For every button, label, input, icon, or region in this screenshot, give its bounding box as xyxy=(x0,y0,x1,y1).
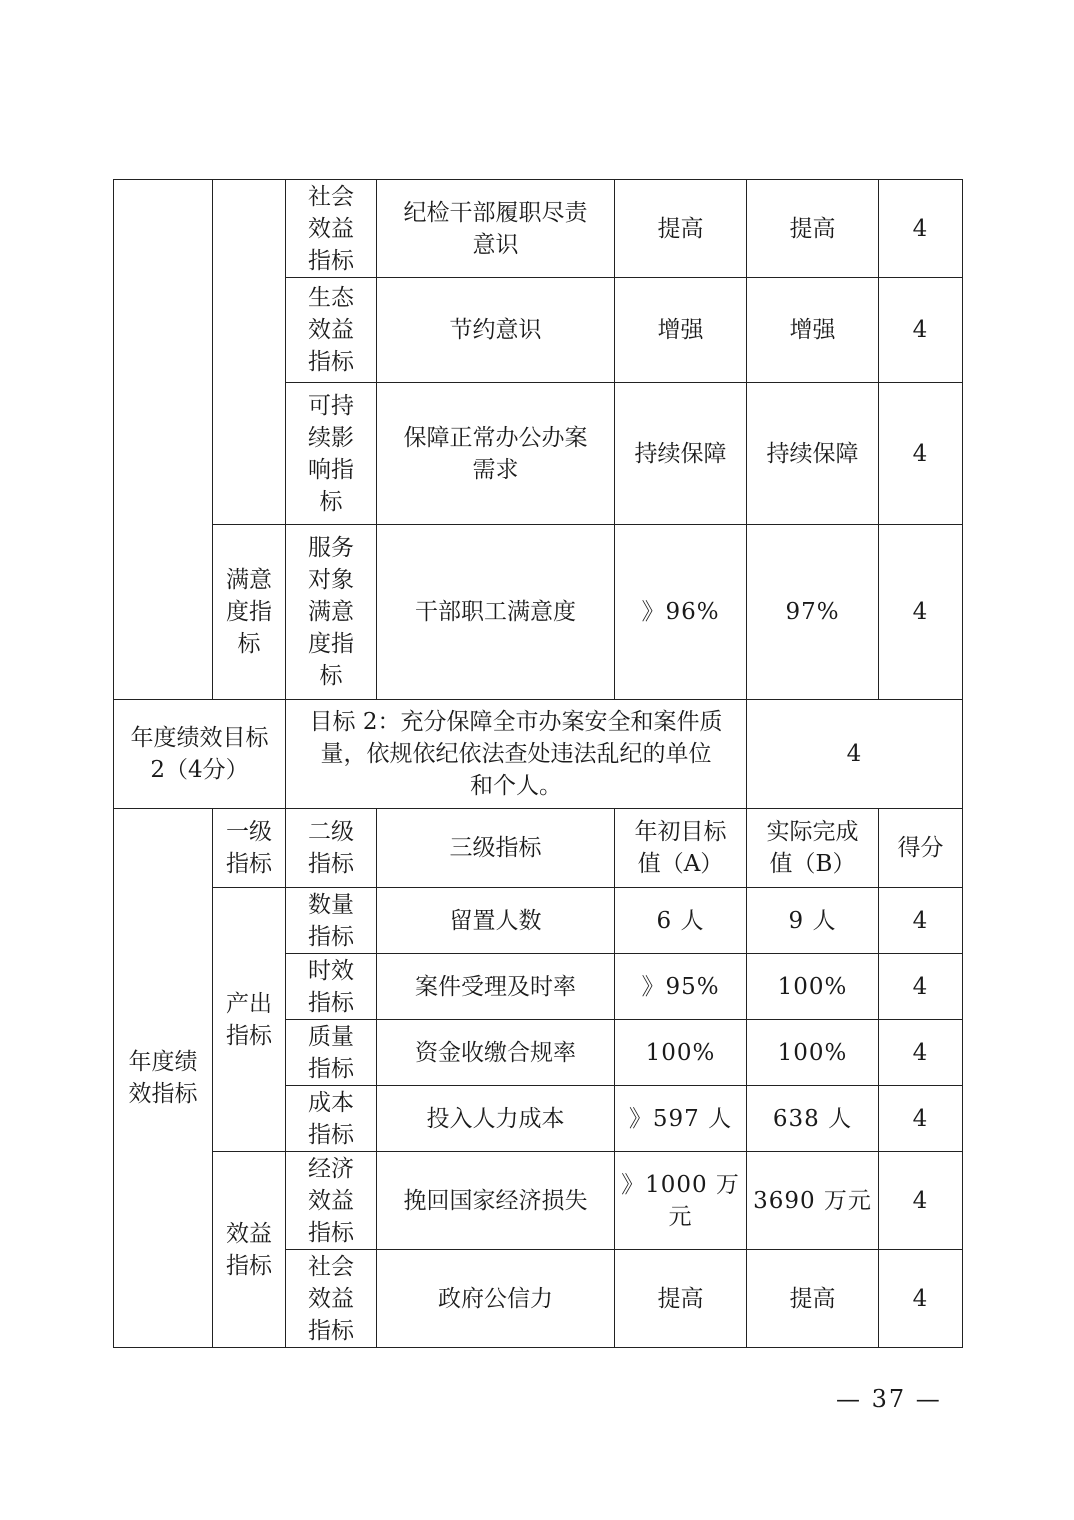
goal2-score: 4 xyxy=(846,741,863,767)
level2-cell xyxy=(286,525,377,700)
actual-text: 100% xyxy=(777,973,848,1000)
goal2-label: 年度绩效目标 2（4分） xyxy=(130,725,269,783)
target-text: 》1000 万 元 xyxy=(621,1171,740,1230)
actual-text: 638 人 xyxy=(772,1105,853,1132)
level3-cell xyxy=(377,525,615,700)
score-cell xyxy=(879,278,963,383)
level3-cell xyxy=(377,888,615,954)
target-text: 100% xyxy=(645,1039,716,1066)
level3-text: 留置人数 xyxy=(449,907,542,934)
level3-text: 保障正常办公办案 需求 xyxy=(403,424,588,483)
level3-cell xyxy=(377,1086,615,1152)
actual-text: 提高 xyxy=(789,215,836,242)
actual-cell xyxy=(747,180,879,278)
target-text: 6 人 xyxy=(656,907,705,934)
level3-text: 投入人力成本 xyxy=(426,1105,565,1132)
benefit-level1-cell xyxy=(213,1152,286,1348)
level2-cell xyxy=(286,1152,377,1250)
goal2-label-cell xyxy=(114,700,286,809)
target-cell xyxy=(615,278,747,383)
level3-text: 纪检干部履职尽责 意识 xyxy=(403,199,588,258)
header-target xyxy=(615,809,747,888)
header-target-text: 年初目标 值（A） xyxy=(634,819,727,877)
actual-text: 增强 xyxy=(789,317,836,343)
target-cell xyxy=(615,383,747,525)
annual-indicator-cell xyxy=(114,809,213,1348)
level3-cell xyxy=(377,954,615,1020)
actual-cell xyxy=(747,278,879,383)
actual-cell xyxy=(747,1020,879,1086)
level2-text: 经济 效益 指标 xyxy=(308,1155,354,1246)
score-cell xyxy=(879,1152,963,1250)
header-actual xyxy=(747,809,879,888)
table-row xyxy=(114,180,963,278)
score-text: 4 xyxy=(912,1039,929,1066)
actual-text: 97% xyxy=(785,599,840,625)
table-row xyxy=(114,888,963,954)
level2-cell xyxy=(286,954,377,1020)
target-cell xyxy=(615,1020,747,1086)
actual-cell xyxy=(747,1250,879,1348)
output-level1-cell xyxy=(213,888,286,1152)
level3-text: 政府公信力 xyxy=(438,1285,553,1312)
score-cell xyxy=(879,1086,963,1152)
score-text: 4 xyxy=(912,907,929,934)
target-text: 增强 xyxy=(657,317,704,343)
score-text: 4 xyxy=(912,215,929,242)
actual-text: 100% xyxy=(777,1039,848,1066)
level2-text: 质量 指标 xyxy=(308,1023,354,1082)
level3-cell xyxy=(377,1250,615,1348)
target-cell xyxy=(615,1086,747,1152)
header-actual-text: 实际完成 值（B） xyxy=(766,819,859,877)
level1-text: 满意 度指 标 xyxy=(226,567,272,657)
header-level1-text: 一级 指标 xyxy=(226,819,272,877)
page-number: — 37 — xyxy=(836,1385,942,1413)
actual-cell xyxy=(747,888,879,954)
target-cell xyxy=(615,954,747,1020)
score-text: 4 xyxy=(912,599,929,625)
actual-text: 持续保障 xyxy=(766,440,859,467)
header-row xyxy=(114,809,963,888)
header-score xyxy=(879,809,963,888)
goal2-row xyxy=(114,700,963,809)
target-text: 提高 xyxy=(657,1285,704,1312)
score-text: 4 xyxy=(912,1285,929,1312)
level3-text: 案件受理及时率 xyxy=(415,973,576,1000)
annual-indicator-label: 年度绩 效指标 xyxy=(128,1049,198,1107)
level3-cell xyxy=(377,1152,615,1250)
target-cell xyxy=(615,525,747,700)
score-cell xyxy=(879,1020,963,1086)
score-cell xyxy=(879,383,963,525)
level2-cell xyxy=(286,1020,377,1086)
actual-cell xyxy=(747,1152,879,1250)
level3-cell xyxy=(377,278,615,383)
score-text: 4 xyxy=(912,317,929,343)
target-text: 》96% xyxy=(641,599,720,625)
level1-cell xyxy=(213,525,286,700)
target-cell xyxy=(615,888,747,954)
blank-cell-left xyxy=(114,180,213,700)
performance-table xyxy=(113,179,963,1348)
level3-text: 挽回国家经济损失 xyxy=(403,1187,588,1214)
score-text: 4 xyxy=(912,1105,929,1132)
header-level1 xyxy=(213,809,286,888)
benefit-level1-text: 效益 指标 xyxy=(226,1220,272,1279)
level2-text: 成本 指标 xyxy=(308,1089,354,1148)
score-text: 4 xyxy=(912,1187,929,1214)
actual-text: 提高 xyxy=(789,1285,836,1312)
goal2-score-cell xyxy=(747,700,963,809)
output-level1-text: 产出 指标 xyxy=(226,990,272,1049)
score-cell xyxy=(879,954,963,1020)
level3-text: 资金收缴合规率 xyxy=(415,1039,576,1066)
level2-cell xyxy=(286,1250,377,1348)
target-text: 》597 人 xyxy=(628,1105,733,1132)
score-cell xyxy=(879,180,963,278)
header-level2-text: 二级 指标 xyxy=(308,819,354,877)
actual-cell xyxy=(747,1086,879,1152)
score-text: 4 xyxy=(912,973,929,1000)
level3-cell xyxy=(377,383,615,525)
goal2-text-cell xyxy=(286,700,747,809)
level3-text: 节约意识 xyxy=(449,317,542,343)
level2-cell xyxy=(286,278,377,383)
goal2-text: 目标 2：充分保障全市办案安全和案件质 量，依规依纪依法查处违法乱纪的单位 和个人。 xyxy=(309,709,723,799)
score-cell xyxy=(879,1250,963,1348)
target-text: 持续保障 xyxy=(634,440,727,467)
level2-text: 可持 续影 响指 标 xyxy=(308,392,354,515)
level2-cell xyxy=(286,1086,377,1152)
target-text: 提高 xyxy=(657,215,704,242)
table-row xyxy=(114,525,963,700)
level2-text: 社会 效益 指标 xyxy=(308,1253,354,1344)
level3-text: 干部职工满意度 xyxy=(415,599,576,625)
actual-cell xyxy=(747,954,879,1020)
table-row xyxy=(114,1152,963,1250)
level2-cell xyxy=(286,888,377,954)
actual-cell xyxy=(747,383,879,525)
score-cell xyxy=(879,888,963,954)
level2-text: 时效 指标 xyxy=(308,957,354,1016)
level3-cell xyxy=(377,180,615,278)
level2-text: 生态 效益 指标 xyxy=(308,285,354,375)
header-level3-text: 三级指标 xyxy=(449,835,542,861)
level3-cell xyxy=(377,1020,615,1086)
header-level2 xyxy=(286,809,377,888)
level2-text: 服务 对象 满意 度指 标 xyxy=(308,535,354,689)
level2-cell xyxy=(286,383,377,525)
score-cell xyxy=(879,525,963,700)
target-cell xyxy=(615,180,747,278)
actual-text: 9 人 xyxy=(788,907,837,934)
level2-text: 数量 指标 xyxy=(308,891,354,950)
target-text: 》95% xyxy=(641,973,720,1000)
blank-cell-level1 xyxy=(213,180,286,525)
score-text: 4 xyxy=(912,440,929,467)
header-score-text: 得分 xyxy=(897,835,944,861)
level2-text: 社会 效益 指标 xyxy=(308,183,354,274)
target-cell xyxy=(615,1250,747,1348)
actual-text: 3690 万元 xyxy=(753,1187,872,1214)
header-level3 xyxy=(377,809,615,888)
target-cell xyxy=(615,1152,747,1250)
level2-cell xyxy=(286,180,377,278)
actual-cell xyxy=(747,525,879,700)
